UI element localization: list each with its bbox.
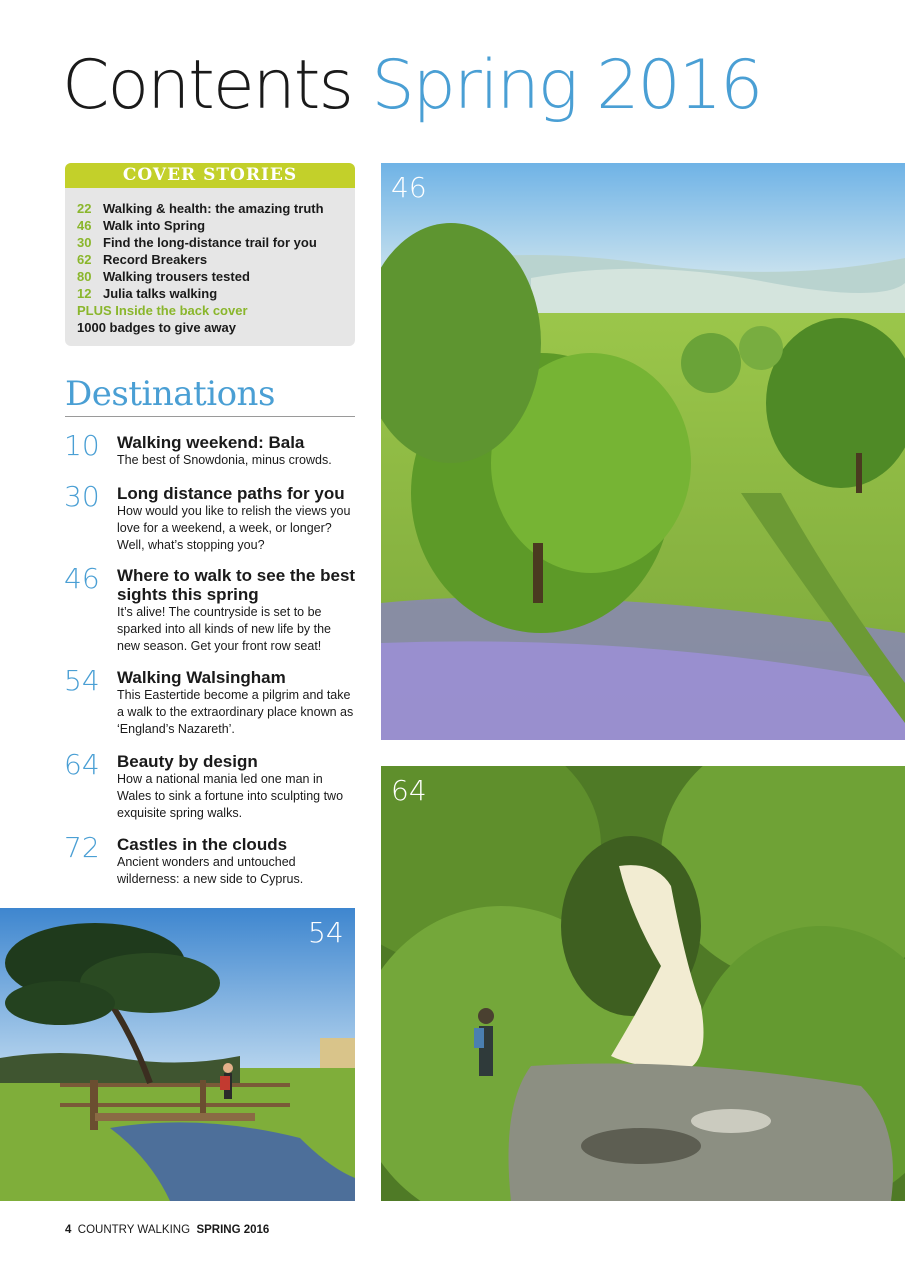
- cover-story-page: 80: [77, 269, 92, 284]
- title-main: Contents: [62, 46, 352, 125]
- destinations-divider: [65, 416, 355, 417]
- waterfall-illustration: [381, 766, 905, 1201]
- destination-description: How would you like to relish the views you love for a weekend, a week, or longer? Well, what’s stopping you?: [117, 504, 351, 552]
- destination-entry[interactable]: [64, 664, 356, 738]
- footer-magazine-name: COUNTRY WALKING: [77, 1224, 191, 1236]
- destination-description: This Eastertide become a pilgrim and take a walk to the extraordinary place known as ‘England’s Nazareth’.: [117, 688, 354, 736]
- destination-title: Where to walk to see the best sights this spring: [117, 566, 356, 604]
- cover-story-plus-detail: 1000 badges to give away: [77, 320, 236, 335]
- destination-page-number: 54: [64, 664, 100, 697]
- destination-page-number: 30: [64, 480, 100, 513]
- cover-story-item[interactable]: [77, 200, 355, 217]
- destination-page-number: 72: [64, 831, 100, 864]
- cover-stories-heading: COVER STORIES: [65, 163, 355, 188]
- destination-page-number: 64: [64, 748, 100, 781]
- destination-page-number: 10: [64, 429, 100, 462]
- walsingham-illustration: [0, 908, 355, 1201]
- destination-description: How a national mania led one man in Wales to sink a fortune into sculpting two exquisite spring walks.: [117, 772, 344, 820]
- destination-title: Long distance paths for you: [117, 484, 345, 503]
- page-title: [62, 46, 762, 125]
- bluebell-meadow-illustration: [381, 163, 905, 740]
- page-footer: [65, 1224, 269, 1236]
- destinations-heading: Destinations: [65, 374, 275, 414]
- cover-story-plus: PLUS Inside the back cover: [77, 303, 248, 318]
- cover-story-title: Walking & health: the amazing truth: [103, 201, 324, 216]
- cover-story-page: 30: [77, 235, 92, 250]
- destination-entry[interactable]: [64, 480, 356, 554]
- cover-story-page: 12: [77, 286, 92, 301]
- cover-story-item[interactable]: [77, 234, 355, 251]
- cover-story-page: 22: [77, 201, 92, 216]
- photo-page-number: 54: [308, 916, 344, 949]
- cover-story-page: 62: [77, 252, 92, 267]
- cover-story-title: Record Breakers: [103, 252, 208, 267]
- photo-page-number: 64: [391, 774, 427, 807]
- walsingham-photo[interactable]: [0, 908, 355, 1201]
- destination-entry[interactable]: [64, 748, 356, 822]
- destination-page-number: 46: [64, 562, 100, 595]
- destination-entry[interactable]: [64, 562, 356, 655]
- cover-story-title: Julia talks walking: [103, 286, 218, 301]
- bluebell-meadow-photo[interactable]: [381, 163, 905, 740]
- cover-story-title: Find the long-distance trail for you: [103, 235, 317, 250]
- destination-entry[interactable]: [64, 429, 356, 469]
- cover-story-item[interactable]: [77, 285, 355, 302]
- destination-title: Walking Walsingham: [117, 668, 286, 687]
- cover-story-title: Walking trousers tested: [103, 269, 250, 284]
- cover-stories-list: [65, 188, 355, 336]
- destination-entry[interactable]: [64, 831, 356, 888]
- destination-title: Beauty by design: [117, 752, 258, 771]
- destination-description: It’s alive! The countryside is set to be sparked into all kinds of new life by the new season. Get your front row seat!: [117, 605, 332, 653]
- footer-issue: SPRING 2016: [196, 1224, 270, 1236]
- destination-description: The best of Snowdonia, minus crowds.: [117, 453, 332, 467]
- cover-story-item[interactable]: [77, 251, 355, 268]
- cover-stories-box: [65, 163, 355, 346]
- footer-page-number: 4: [65, 1224, 72, 1236]
- destination-title: Castles in the clouds: [117, 835, 288, 854]
- cover-story-page: 46: [77, 218, 92, 233]
- photo-page-number: 46: [391, 171, 427, 204]
- title-accent: Spring 2016: [371, 46, 762, 125]
- destination-description: Ancient wonders and untouched wilderness: a new side to Cyprus.: [117, 855, 304, 886]
- destination-title: Walking weekend: Bala: [117, 433, 305, 452]
- cover-story-item[interactable]: [77, 217, 355, 234]
- waterfall-photo[interactable]: [381, 766, 905, 1201]
- cover-story-title: Walk into Spring: [103, 218, 206, 233]
- cover-story-item[interactable]: [77, 268, 355, 285]
